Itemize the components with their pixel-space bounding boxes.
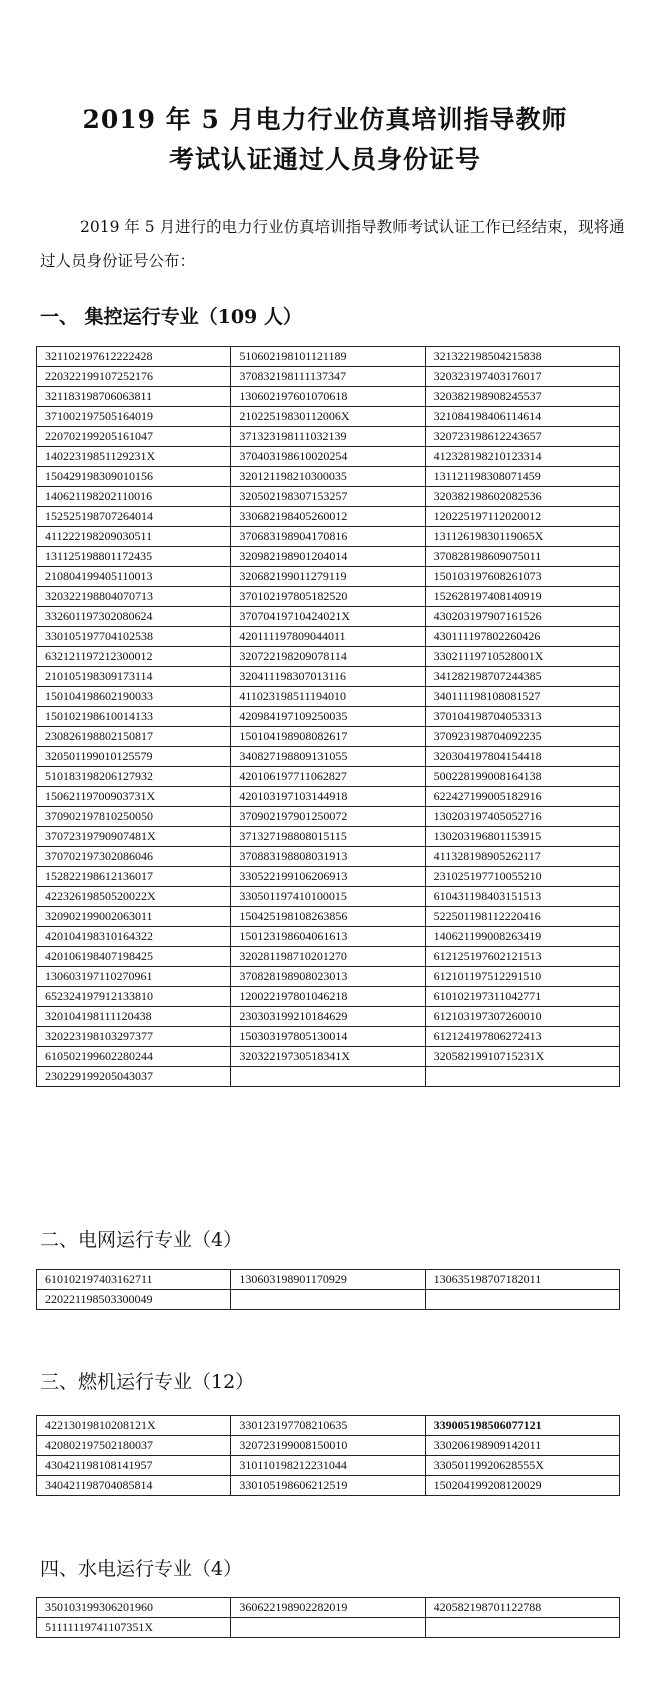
- table-row: [37, 827, 620, 847]
- table-row: [37, 1027, 620, 1047]
- section-heading-grid-operation: 二、电网运行专业（4）: [40, 1229, 243, 1251]
- id-cell: 370902197810250050: [37, 807, 231, 827]
- id-cell: 150204199208120029: [425, 1476, 619, 1496]
- id-cell: 370102197805182520: [231, 587, 425, 607]
- id-cell: 371327198808015115: [231, 827, 425, 847]
- table-row: [37, 627, 620, 647]
- id-cell: 33021119710528001X: [425, 647, 619, 667]
- id-cell: 610102197311042771: [425, 987, 619, 1007]
- table-row: [37, 867, 620, 887]
- id-cell: 37072319790907481X: [37, 827, 231, 847]
- id-cell: 411328198905262117: [425, 847, 619, 867]
- id-cell: 150429198309010156: [37, 467, 231, 487]
- table-row: [37, 387, 620, 407]
- table-row: [37, 407, 620, 427]
- id-cell: [231, 1290, 425, 1310]
- id-cell: 320223198103297377: [37, 1027, 231, 1047]
- id-cell: 332601197302080624: [37, 607, 231, 627]
- table-row: [37, 547, 620, 567]
- id-cell: 341282198707244385: [425, 667, 619, 687]
- table-row: [37, 787, 620, 807]
- section-heading-unit-control: 一、 集控运行专业（109 人）: [40, 306, 302, 328]
- table-row: [37, 847, 620, 867]
- section-heading-hydropower: 四、水电运行专业（4）: [40, 1558, 243, 1580]
- id-cell: 420111197809044011: [231, 627, 425, 647]
- id-cell: 370923198704092235: [425, 727, 619, 747]
- id-cell: 411023198511194010: [231, 687, 425, 707]
- id-cell: [231, 1618, 425, 1638]
- table-row: [37, 647, 620, 667]
- table-row: [37, 947, 620, 967]
- id-cell: 411222198209030511: [37, 527, 231, 547]
- id-cell: 340827198809131055: [231, 747, 425, 767]
- table-row: [37, 467, 620, 487]
- table-row: [37, 687, 620, 707]
- id-cell: 220221198503300049: [37, 1290, 231, 1310]
- table-row: [37, 447, 620, 467]
- table-row: [37, 967, 620, 987]
- id-cell: 420106198407198425: [37, 947, 231, 967]
- id-cell: 130203196801153915: [425, 827, 619, 847]
- id-cell: 230229199205043037: [37, 1067, 231, 1087]
- id-cell: 130602197601070618: [231, 387, 425, 407]
- table-row: [37, 527, 620, 547]
- id-cell: 320902199002063011: [37, 907, 231, 927]
- id-cell: 371002197505164019: [37, 407, 231, 427]
- id-cell: 340421198704085814: [37, 1476, 231, 1496]
- table-row: [37, 1436, 620, 1456]
- id-cell: 610102197403162711: [37, 1270, 231, 1290]
- id-cell: 321084198406114614: [425, 407, 619, 427]
- document-title-line2: 考试认证通过人员身份证号: [168, 145, 481, 174]
- section-heading-gas-turbine: 三、燃机运行专业（12）: [40, 1371, 255, 1393]
- id-cell: 370828198609075011: [425, 547, 619, 567]
- table-row: [37, 927, 620, 947]
- id-cell: 510183198206127932: [37, 767, 231, 787]
- id-cell: 330123197708210635: [231, 1416, 425, 1436]
- id-cell: 350103199306201960: [37, 1598, 231, 1618]
- id-cell: 320722198209078114: [231, 647, 425, 667]
- id-cell: 13112619830119065X: [425, 527, 619, 547]
- id-cell: 612124197806272413: [425, 1027, 619, 1047]
- id-cell: 320501199010125579: [37, 747, 231, 767]
- id-cell: 330682198405260012: [231, 507, 425, 527]
- id-cell: 130603198901170929: [231, 1270, 425, 1290]
- id-cell: 320382198908245537: [425, 387, 619, 407]
- id-cell: 420103197103144918: [231, 787, 425, 807]
- id-cell: 340111198108081527: [425, 687, 619, 707]
- id-cell: 320982198901204014: [231, 547, 425, 567]
- table-row: [37, 987, 620, 1007]
- table-row: [37, 367, 620, 387]
- table-row: [37, 587, 620, 607]
- id-cell: [231, 1067, 425, 1087]
- id-cell: 210105198309173114: [37, 667, 231, 687]
- table-row: [37, 507, 620, 527]
- table-row: [37, 1047, 620, 1067]
- table-row: [37, 1598, 620, 1618]
- id-cell: 150104198908082617: [231, 727, 425, 747]
- id-cell: 152525198707264014: [37, 507, 231, 527]
- id-cell: 32058219910715231X: [425, 1047, 619, 1067]
- id-cell: 321322198504215838: [425, 347, 619, 367]
- id-cell: 130603197110270961: [37, 967, 231, 987]
- table-row: [37, 1270, 620, 1290]
- id-cell: 21022519830112006X: [231, 407, 425, 427]
- id-cell: 220322199107252176: [37, 367, 231, 387]
- id-cell: 420984197109250035: [231, 707, 425, 727]
- id-cell: 14022319851129231X: [37, 447, 231, 467]
- id-cell: 210804199405110013: [37, 567, 231, 587]
- id-cell: 33050119920628555X: [425, 1456, 619, 1476]
- id-cell: 320121198210300035: [231, 467, 425, 487]
- id-cell: 150103197608261073: [425, 567, 619, 587]
- id-cell: 32032219730518341X: [231, 1047, 425, 1067]
- id-cell: 612101197512291510: [425, 967, 619, 987]
- table-row: [37, 667, 620, 687]
- id-cell: 420802197502180037: [37, 1436, 231, 1456]
- id-cell: 360622198902282019: [231, 1598, 425, 1618]
- id-cell: 152628197408140919: [425, 587, 619, 607]
- id-cell: 370403198610020254: [231, 447, 425, 467]
- id-cell: 320502198307153257: [231, 487, 425, 507]
- table-row: [37, 567, 620, 587]
- table-row: [37, 727, 620, 747]
- id-cell: 420104198310164322: [37, 927, 231, 947]
- id-cell: 320723198612243657: [425, 427, 619, 447]
- id-cell: 652324197912133810: [37, 987, 231, 1007]
- id-cell: 220702199205161047: [37, 427, 231, 447]
- id-cell: 42232619850520022X: [37, 887, 231, 907]
- table-row: [37, 1007, 620, 1027]
- id-cell: 612103197307260010: [425, 1007, 619, 1027]
- id-table-unit-control: [36, 346, 620, 1087]
- id-cell: 370683198904170816: [231, 527, 425, 547]
- id-cell: 330501197410100015: [231, 887, 425, 907]
- id-cell: 150104198602190033: [37, 687, 231, 707]
- id-cell: 370832198111137347: [231, 367, 425, 387]
- id-cell: 15062119700903731X: [37, 787, 231, 807]
- id-cell: 339005198506077121: [425, 1416, 619, 1436]
- document-title-line1: 2019 年 5 月电力行业仿真培训指导教师: [82, 105, 568, 134]
- id-cell: 522501198112220416: [425, 907, 619, 927]
- table-row: [37, 1618, 620, 1638]
- id-cell: 430111197802260426: [425, 627, 619, 647]
- id-cell: [425, 1618, 619, 1638]
- id-cell: 131125198801172435: [37, 547, 231, 567]
- table-row: [37, 887, 620, 907]
- id-cell: 371323198111032139: [231, 427, 425, 447]
- id-cell: 330206198909142011: [425, 1436, 619, 1456]
- id-cell: 130635198707182011: [425, 1270, 619, 1290]
- id-cell: 500228199008164138: [425, 767, 619, 787]
- id-cell: 37070419710424021X: [231, 607, 425, 627]
- id-cell: 420582198701122788: [425, 1598, 619, 1618]
- id-cell: 320304197804154418: [425, 747, 619, 767]
- table-row: [37, 1067, 620, 1087]
- intro-paragraph: 2019 年 5 月进行的电力行业仿真培训指导教师考试认证工作已经结束，现将通过人员身份证号公布：: [40, 218, 625, 270]
- id-cell: [425, 1067, 619, 1087]
- id-cell: 320322198804070713: [37, 587, 231, 607]
- table-row: [37, 1456, 620, 1476]
- id-cell: 370104198704053313: [425, 707, 619, 727]
- id-cell: 430421198108141957: [37, 1456, 231, 1476]
- id-cell: 610502199602280244: [37, 1047, 231, 1067]
- id-cell: 370883198808031913: [231, 847, 425, 867]
- id-cell: 320682199011279119: [231, 567, 425, 587]
- id-cell: 320323197403176017: [425, 367, 619, 387]
- id-cell: 320411198307013116: [231, 667, 425, 687]
- id-cell: 321183198706063811: [37, 387, 231, 407]
- table-row: [37, 907, 620, 927]
- id-cell: 150102198610014133: [37, 707, 231, 727]
- table-row: [37, 1476, 620, 1496]
- id-cell: 231025197710055210: [425, 867, 619, 887]
- id-cell: 130203197405052716: [425, 807, 619, 827]
- id-cell: 430203197907161526: [425, 607, 619, 627]
- id-cell: 420106197711062827: [231, 767, 425, 787]
- id-cell: 131121198308071459: [425, 467, 619, 487]
- id-cell: 321102197612222428: [37, 347, 231, 367]
- table-row: [37, 607, 620, 627]
- id-cell: 51111119741107351X: [37, 1618, 231, 1638]
- table-row: [37, 707, 620, 727]
- table-row: [37, 767, 620, 787]
- id-cell: 412328198210123314: [425, 447, 619, 467]
- id-cell: 370828198908023013: [231, 967, 425, 987]
- id-cell: 622427199005182916: [425, 787, 619, 807]
- id-cell: 320104198111120438: [37, 1007, 231, 1027]
- id-cell: 150425198108263856: [231, 907, 425, 927]
- id-cell: 632121197212300012: [37, 647, 231, 667]
- id-cell: 140621199008263419: [425, 927, 619, 947]
- id-cell: 150123198604061613: [231, 927, 425, 947]
- table-row: [37, 807, 620, 827]
- id-cell: 120225197112020012: [425, 507, 619, 527]
- table-row: [37, 1290, 620, 1310]
- table-row: [37, 487, 620, 507]
- id-cell: 230826198802150817: [37, 727, 231, 747]
- table-row: [37, 427, 620, 447]
- table-row: [37, 347, 620, 367]
- id-cell: 150303197805130014: [231, 1027, 425, 1047]
- id-cell: 120022197801046218: [231, 987, 425, 1007]
- id-cell: 152822198612136017: [37, 867, 231, 887]
- id-cell: 612125197602121513: [425, 947, 619, 967]
- id-cell: 320281198710201270: [231, 947, 425, 967]
- id-cell: 320382198602082536: [425, 487, 619, 507]
- id-table-gas-turbine: [36, 1415, 620, 1496]
- id-cell: 310110198212231044: [231, 1456, 425, 1476]
- id-cell: 230303199210184629: [231, 1007, 425, 1027]
- id-cell: 370702197302086046: [37, 847, 231, 867]
- id-cell: 140621198202110016: [37, 487, 231, 507]
- id-cell: [425, 1290, 619, 1310]
- table-row: [37, 1416, 620, 1436]
- id-cell: 370902197901250072: [231, 807, 425, 827]
- id-cell: 330105197704102538: [37, 627, 231, 647]
- id-cell: 42213019810208121X: [37, 1416, 231, 1436]
- id-table-hydropower: [36, 1597, 620, 1638]
- id-table-grid-operation: [36, 1269, 620, 1310]
- id-cell: 330522199106206913: [231, 867, 425, 887]
- id-cell: 510602198101121189: [231, 347, 425, 367]
- id-cell: 610431198403151513: [425, 887, 619, 907]
- id-cell: 330105198606212519: [231, 1476, 425, 1496]
- table-row: [37, 747, 620, 767]
- id-cell: 320723199008150010: [231, 1436, 425, 1456]
